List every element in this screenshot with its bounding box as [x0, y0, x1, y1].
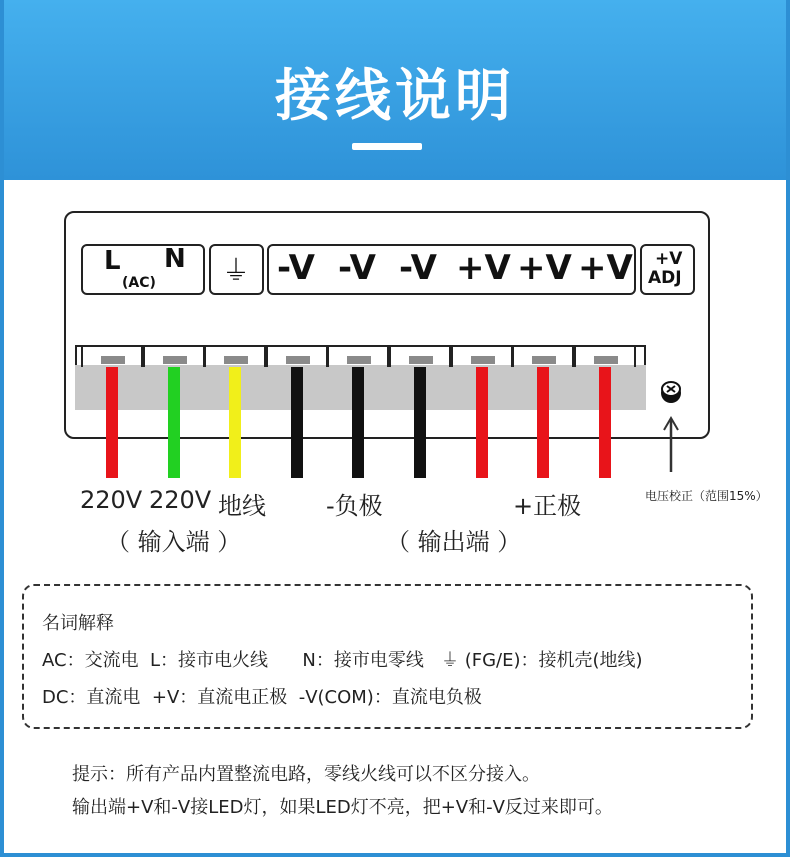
pos-label-2: +V	[517, 248, 572, 288]
tip-line-2: 输出端+V和-V接LED灯，如果LED灯不亮，把+V和-V反过来即可。	[72, 797, 613, 818]
caption-negative: -负极	[326, 492, 383, 520]
tip-line-1: 提示：所有产品内置整流电路，零线火线可以不区分接入。	[72, 764, 540, 785]
glossary-line-1: AC：交流电 L：接市电火线 N：接市电零线 ⏚ (FG/E)：接机壳(地线)	[42, 650, 643, 671]
caption-positive: +正极	[513, 492, 582, 520]
adj-note: 电压校正（范围15%）	[645, 489, 768, 503]
glossary-line-2: DC：直流电 +V：直流电正极 -V(COM)：直流电负极	[42, 687, 482, 708]
caption-output: （ 输出端 ）	[386, 528, 522, 556]
ac-label: (AC)	[122, 275, 156, 291]
glossary-title: 名词解释	[42, 613, 114, 634]
live-label: L	[104, 246, 121, 276]
neg-label-1: -V	[277, 248, 315, 288]
pos-label-1: +V	[456, 248, 511, 288]
caption-live: 220V	[80, 486, 143, 514]
caption-neutral: 220V	[149, 486, 212, 514]
neg-label-2: -V	[338, 248, 376, 288]
page-title: 接线说明	[275, 64, 515, 129]
caption-input: （ 输入端 ）	[106, 528, 242, 556]
ground-icon: ⏚	[222, 254, 251, 287]
adj-top-label: +V	[655, 249, 683, 269]
caption-ground: 地线	[218, 492, 266, 520]
adj-bottom-label: ADJ	[648, 268, 682, 288]
neutral-label: N	[164, 244, 186, 274]
pos-label-3: +V	[578, 248, 633, 288]
neg-label-3: -V	[399, 248, 437, 288]
